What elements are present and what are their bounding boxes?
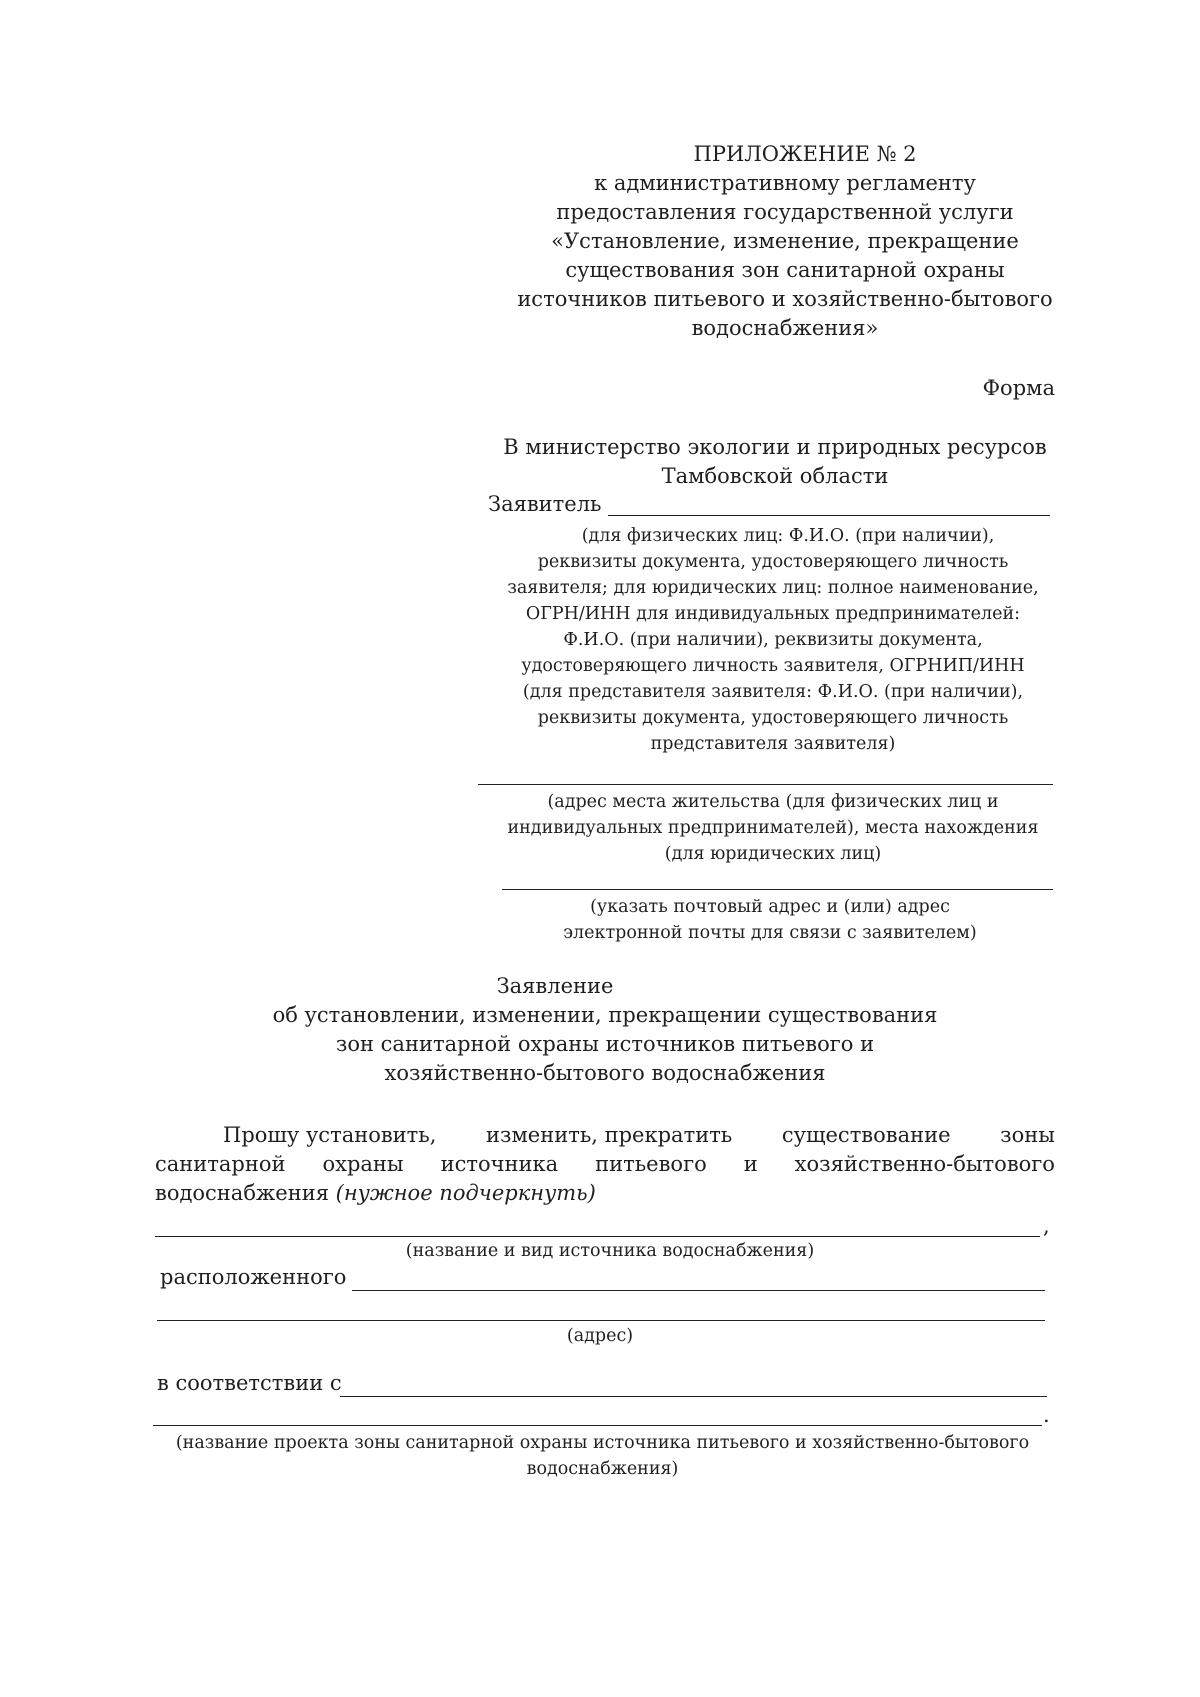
request-word: источника	[440, 1152, 559, 1176]
appendix-line: к административному регламенту	[594, 171, 976, 195]
accordance-label: в соответствии с	[157, 1371, 342, 1395]
address-hint-small: (адрес)	[566, 1326, 634, 1346]
address-field[interactable]	[157, 1320, 1045, 1321]
applicant-label: Заявитель	[488, 492, 602, 516]
located-field[interactable]	[352, 1290, 1045, 1291]
hint-line: удостоверяющего личность заявителя, ОГРНИП/ИНН	[521, 656, 1025, 676]
request-word: существование	[781, 1123, 951, 1147]
hint-line: представителя заявителя)	[650, 734, 896, 754]
appendix-line: «Установление, изменение, прекращение	[551, 229, 1019, 253]
hint-line: электронной почты для связи с заявителем)	[563, 923, 977, 943]
request-line	[155, 1150, 1055, 1179]
appendix-line: водоснабжения»	[691, 316, 879, 340]
statement-heading	[230, 972, 980, 1088]
hint-line: Ф.И.О. (при наличии), реквизиты документа,	[563, 630, 983, 650]
request-line	[155, 1179, 1055, 1208]
hint-line: (адрес места жительства (для физических лиц и	[547, 792, 999, 812]
addressee-line: Тамбовской области	[661, 464, 889, 488]
contact-hint	[490, 894, 1050, 946]
request-word: охраны	[322, 1152, 404, 1176]
applicant-name-field[interactable]	[608, 515, 1050, 516]
underline-note: (нужное подчеркнуть)	[335, 1181, 596, 1205]
hint-line: реквизиты документа, удостоверяющего личность	[537, 552, 1009, 572]
request-word: и	[743, 1152, 758, 1176]
source-hint: (название и вид источника водоснабжения)	[405, 1241, 815, 1261]
appendix-line: существования зон санитарной охраны	[565, 258, 1005, 282]
hint-line: индивидуальных предпринимателей), места нахождения	[507, 818, 1039, 838]
accordance-field[interactable]	[340, 1396, 1047, 1397]
hint-line: (для физических лиц: Ф.И.О. (при наличии),	[581, 526, 995, 546]
source-name-field[interactable]	[155, 1236, 1040, 1237]
hint-line: реквизиты документа, удостоверяющего личность	[537, 708, 1009, 728]
project-name-field[interactable]	[153, 1425, 1042, 1426]
request-word: водоснабжения	[155, 1181, 329, 1205]
address-hint	[478, 789, 1068, 867]
hint-line: (для представителя заявителя: Ф.И.О. (при наличии),	[522, 682, 1024, 702]
statement-subtitle-line: об установлении, изменении, прекращении существования	[272, 1003, 938, 1027]
source-comma: ,	[1043, 1214, 1050, 1238]
request-word: питьевого	[595, 1152, 707, 1176]
appendix-line: источников питьевого и хозяйственно-бытового	[517, 287, 1053, 311]
hint-line: заявителя; для юридических лиц: полное наименование,	[507, 578, 1039, 598]
hint-line: (указать почтовый адрес и (или) адрес	[590, 897, 950, 917]
addressee-line: В министерство экологии и природных ресурсов	[503, 435, 1047, 459]
applicant-contact-field[interactable]	[502, 889, 1053, 890]
request-paragraph	[155, 1121, 1055, 1208]
request-line	[155, 1121, 1055, 1150]
hint-line: (для юридических лиц)	[664, 844, 882, 864]
request-word: санитарной	[155, 1152, 286, 1176]
statement-title: Заявление	[496, 974, 614, 998]
request-word: зоны	[1000, 1123, 1055, 1147]
applicant-address-field[interactable]	[478, 784, 1053, 785]
appendix-title: ПРИЛОЖЕНИЕ № 2	[693, 142, 917, 166]
located-label: расположенного	[160, 1265, 347, 1289]
project-period: .	[1043, 1403, 1050, 1427]
form-label: Форма	[982, 376, 1055, 400]
request-word: Прошу установить,	[223, 1123, 437, 1147]
statement-subtitle-line: зон санитарной охраны источников питьевого и	[335, 1032, 875, 1056]
request-word: изменить, прекратить	[486, 1123, 733, 1147]
hint-line: (название проекта зоны санитарной охраны источника питьевого и хозяйственно-бытового	[175, 1433, 1030, 1453]
project-hint	[150, 1430, 1055, 1482]
request-word: хозяйственно-бытового	[794, 1152, 1055, 1176]
applicant-hint	[478, 523, 1068, 757]
addressee	[480, 433, 1070, 491]
statement-subtitle-line: хозяйственно-бытового водоснабжения	[384, 1061, 826, 1085]
hint-line: водоснабжения)	[526, 1459, 679, 1479]
appendix-header	[505, 140, 1065, 343]
appendix-line: предоставления государственной услуги	[556, 200, 1014, 224]
hint-line: ОГРН/ИНН для индивидуальных предпринимателей:	[525, 604, 1021, 624]
